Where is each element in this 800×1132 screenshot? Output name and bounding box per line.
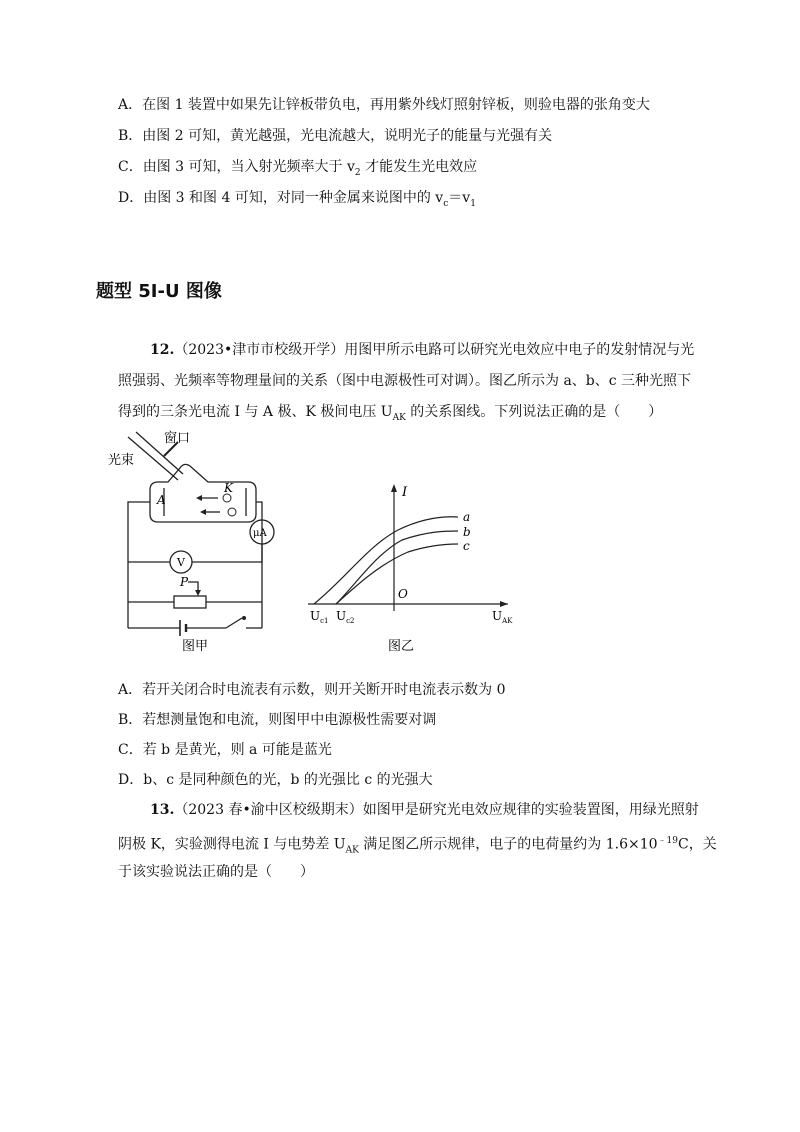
question-text: （2023 春•渝中区校级期末）如图甲是研究光电效应规律的实验装置图，用绿光照射	[174, 802, 699, 818]
curve-b	[336, 531, 458, 604]
subscript: AK	[392, 412, 406, 423]
q12-option-b	[118, 710, 436, 730]
option-d	[118, 188, 476, 214]
slider-label: P	[180, 575, 189, 589]
option-letter: B．	[118, 712, 143, 728]
q12-line2: 照强弱、光频率等物理量间的关系（图中电源极性可对调）。图乙所示为 a、b、c 三种光照下	[118, 373, 692, 389]
option-text: 若开关闭合时电流表有示数，则开关断开时电流表示数为 0	[142, 682, 506, 698]
figure-iu-graph	[308, 476, 528, 656]
option-letter: D．	[118, 772, 144, 788]
figure-yi-caption: 图乙	[388, 639, 415, 654]
switch-lever	[226, 618, 242, 628]
q12-line1	[150, 340, 740, 360]
q12-line3	[118, 402, 708, 428]
option-text: 由图 3 和图 4 可知，对同一种金属来说图中的 v	[143, 190, 444, 206]
section-title: 题型 5I-U 图像	[96, 281, 222, 302]
window-label: 窗口	[164, 431, 191, 446]
question-text: C，关	[678, 836, 717, 853]
q12-option-d	[118, 770, 433, 790]
option-text: 在图 1 装置中如果先让锌板带负电，再用紫外线灯照射锌板，则验电器的张角变大	[142, 97, 650, 113]
origin-label: O	[398, 587, 408, 601]
superscript: ﹣19	[657, 836, 678, 846]
q13-line2	[118, 831, 717, 860]
question-text: 阴极 K，实验测得电流 I 与电势差 U	[118, 836, 346, 853]
ammeter-label: μA	[253, 528, 267, 539]
x-axis-label: $U_{AK}$	[492, 609, 513, 625]
q13-line3: 于该实验说法正确的是（ ）	[118, 864, 314, 880]
voltmeter-label: V	[177, 556, 185, 569]
option-b	[118, 126, 552, 146]
option-text: 若想测量饱和电流，则图甲中电源极性需要对调	[142, 712, 437, 728]
subscript: c	[443, 198, 449, 209]
option-text: 由图 3 可知，当入射光频率大于 v	[142, 159, 355, 175]
subscript: 1	[470, 198, 476, 209]
curve-c-label: c	[463, 539, 470, 553]
cathode-label: K	[224, 481, 233, 495]
rheostat	[174, 596, 206, 608]
curve-c	[336, 544, 458, 604]
option-a	[118, 95, 650, 115]
beam-label: 光束	[108, 453, 135, 468]
option-letter: D．	[118, 190, 144, 206]
question-text: 满足图乙所示规律，电子的电荷量约为 1.6×10	[358, 836, 658, 853]
option-text: 才能发生光电效应	[360, 159, 478, 175]
curve-a-label: a	[463, 510, 471, 524]
curve-b-label: b	[463, 525, 471, 539]
question-text: （2023•津市市校级开学）用图甲所示电路可以研究光电效应中电子的发射情况与光	[174, 342, 695, 358]
y-axis-label: I	[402, 485, 408, 500]
option-letter: B．	[118, 128, 143, 144]
question-text: 的关系图线。下列说法正确的是（ ）	[405, 404, 663, 420]
question-number: 12.	[150, 342, 175, 358]
option-text: 由图 2 可知，黄光越强，光电流越大，说明光子的能量与光强有关	[142, 128, 553, 144]
option-text: 若 b 是黄光，则 a 可能是蓝光	[142, 742, 332, 758]
figure-jia-caption: 图甲	[182, 639, 209, 654]
option-letter: A．	[118, 682, 143, 698]
question-text: 得到的三条光电流 I 与 A 极、K 极间电压 U	[118, 404, 393, 420]
question-number: 13.	[150, 802, 175, 818]
q12-option-c	[118, 740, 332, 760]
option-letter: C．	[118, 159, 143, 175]
subscript: AK	[345, 845, 359, 856]
option-text: ＝v	[448, 190, 471, 206]
q12-option-a	[118, 680, 505, 700]
uc2-label: $U_{c2}$	[336, 609, 355, 625]
uc1-label: $U_{c1}$	[310, 609, 329, 625]
option-letter: C．	[118, 742, 143, 758]
curve-a	[314, 517, 458, 604]
q13-line1	[150, 800, 740, 820]
option-text: b、c 是同种颜色的光，b 的光强比 c 的光强大	[143, 772, 433, 788]
option-c	[118, 157, 477, 183]
option-letter: A．	[118, 97, 143, 113]
subscript: 2	[354, 167, 361, 178]
anode-label: A	[157, 493, 166, 507]
figure-circuit	[108, 432, 288, 652]
